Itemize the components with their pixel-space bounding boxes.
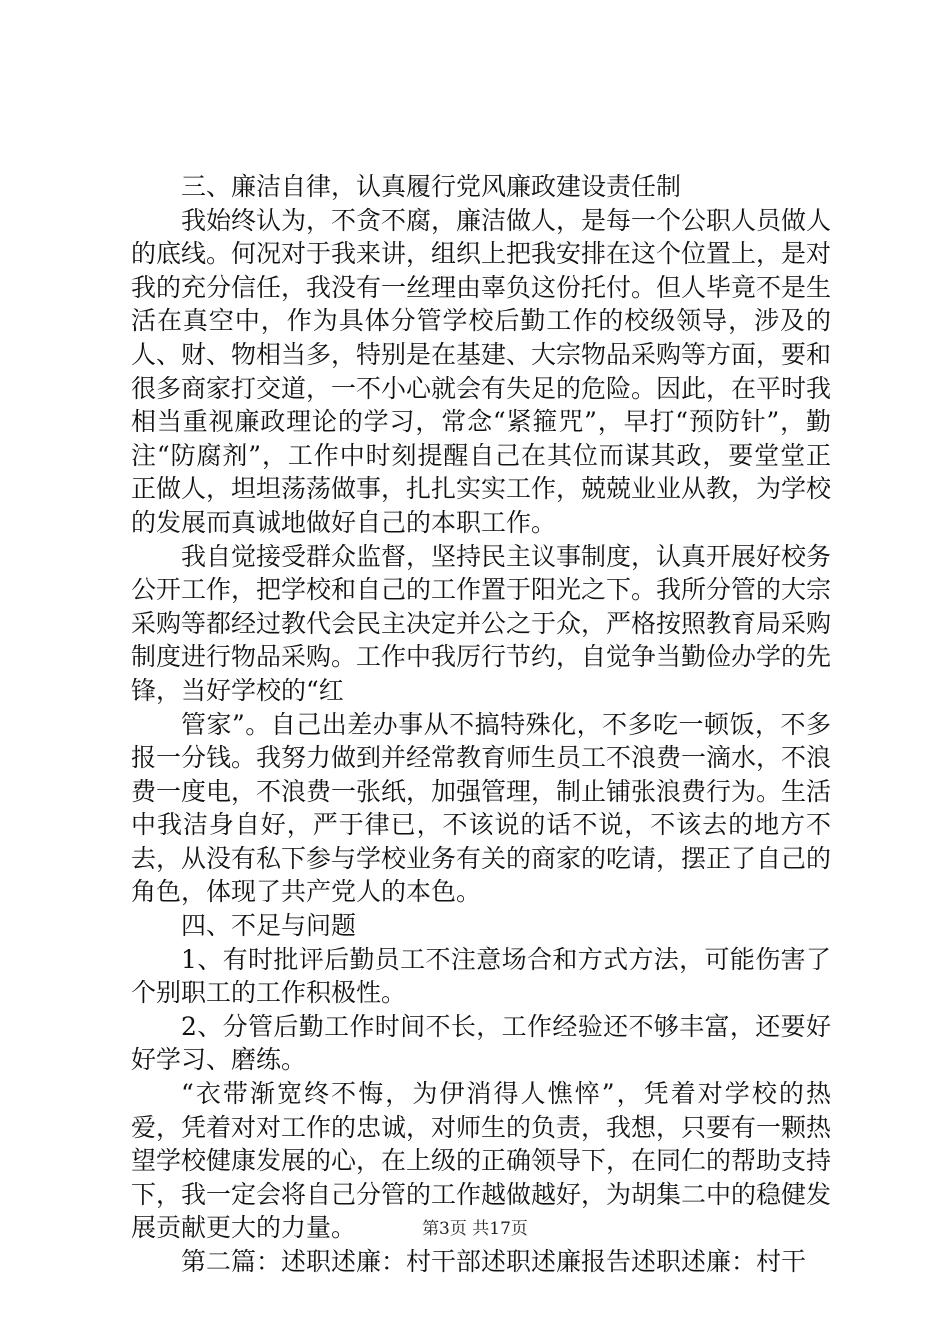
section-heading-3: 三、廉洁自律，认真履行党风廉政建设责任制 [181,172,682,201]
paragraph-housekeeper: 管家”。自己出差办事从不搞特殊化，不多吃一顿饭，不多报一分钱。我努力做到并经常教育师生员工不浪费一滴水，不浪费一度电，不浪费一张纸，加强管理，制止铺张浪费行为。生活中我洁身自好，严于律已，不该说的话不说，不该去的地方不去，从没有私下参与学校业务有关的商家的吃请，摆正了自己的角色，体现了共产党人的本色。 [131,709,832,907]
paragraph-conclusion: “衣带渐宽终不悔，为伊消得人憔悴”，凭着对学校的热爱，凭着对对工作的忠诚，对师生的负责，我想，只要有一颗热望学校健康发展的心，在上级的正确领导下，在同仁的帮助支持下，我一定会将自己分管的工作越做越好，为胡集二中的稳健发展贡献更大的力量。 [131,1079,832,1243]
page-number-footer: 第3页 共17页 [422,1219,528,1239]
paragraph-supervision: 我自觉接受群众监督，坚持民主议事制度，认真开展好校务公开工作，把学校和自己的工作置于阳光之下。我所分管的大宗采购等都经过教代会民主决定并公之于众，严格按照教育局采购制度进行物品采购。工作中我厉行节约，自觉争当勤俭办学的先锋，当好学校的“红 [131,541,832,705]
paragraph-integrity: 我始终认为，不贪不腐，廉洁做人，是每一个公职人员做人的底线。何况对于我来讲，组织上把我安排在这个位置上，是对我的充分信任，我没有一丝理由辜负这份托付。但人毕竟不是生活在真空中，作为具体分管学校后勤工作的校级领导，涉及的人、财、物相当多，特别是在基建、大宗物品采购等方面，要和很多商家打交道，一不小心就会有失足的危险。因此，在平时我相当重视廉政理论的学习，常念“紧箍咒”，早打“预防针”，勤注“防腐剂”，工作中时刻提醒自己在其位而谋其政，要堂堂正正做人，坦坦荡荡做事，扎扎实实工作，兢兢业业从教，为学校的发展而真诚地做好自己的本职工作。 [131,205,832,537]
document-body [131,170,831,1279]
section-heading-4: 四、不足与问题 [181,911,357,941]
list-item-1: 1、有时批评后勤员工不注意场合和方式方法，可能伤害了个别职工的工作积极性。 [131,944,831,1008]
list-item-2: 2、分管后勤工作时间不长，工作经验还不够丰富，还要好好学习、磨练。 [131,1011,831,1075]
next-section-title: 第二篇：述职述廉：村干部述职述廉报告述职述廉：村干 [181,1247,807,1276]
